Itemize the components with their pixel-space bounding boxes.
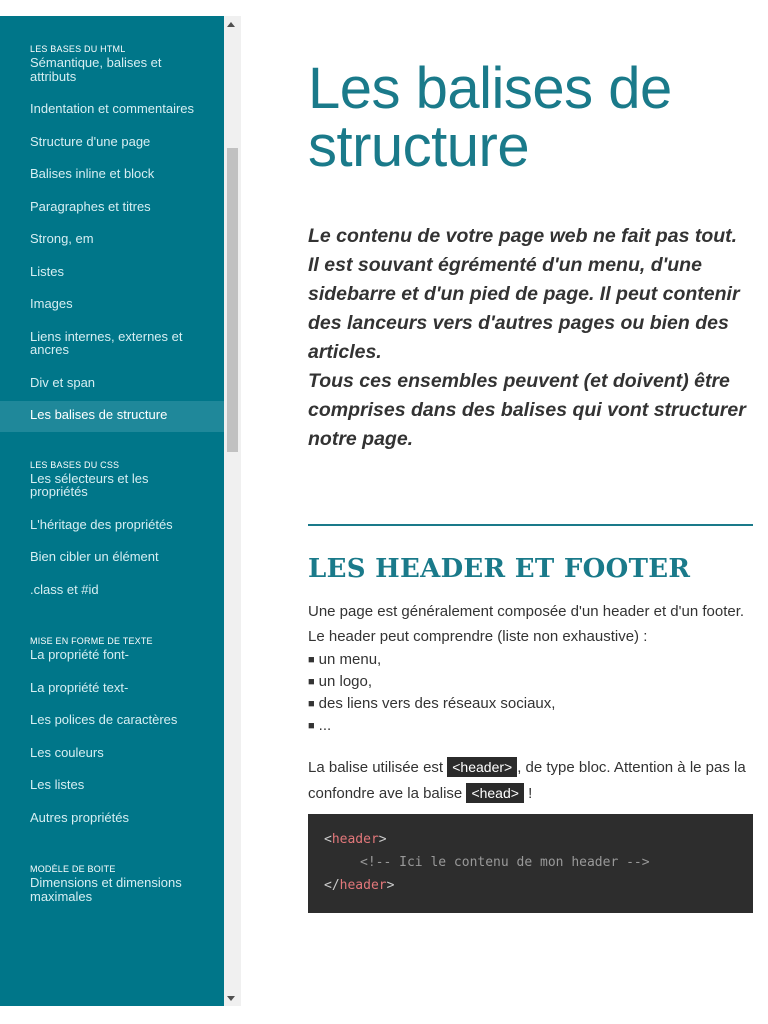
paragraph-text: , de type bloc. Attention à le pas la confondre ave la balise — [308, 759, 746, 802]
sidebar-item[interactable]: Liens internes, externes et ancres — [30, 328, 183, 357]
list-item: ■ un menu, — [308, 649, 753, 671]
sidebar-item[interactable]: Les balises de structure — [0, 401, 224, 432]
intro-paragraph-1: Le contenu de votre page web ne fait pas tout. Il est souvant égrémenté d'un menu, d'une sidebarre et d'un pied de page. Il peut contenir des lanceurs vers d'autres pages ou bien des articles. — [308, 225, 740, 363]
sidebar-item[interactable]: Balises inline et block — [30, 166, 155, 181]
code-line-close — [324, 874, 737, 897]
sidebar-item[interactable]: La propriété text- — [30, 679, 129, 695]
sidebar-item[interactable]: Div et span — [30, 374, 96, 390]
paragraph-text: ! — [523, 784, 533, 802]
sidebar-item[interactable]: Les couleurs — [30, 744, 104, 760]
list-item: ■ un logo, — [308, 671, 753, 693]
sidebar-item[interactable]: Les polices de caractères — [30, 712, 178, 727]
sidebar-section — [0, 44, 224, 432]
sidebar-item[interactable]: Sémantique, balises et attributs — [30, 55, 162, 84]
section-divider — [308, 524, 753, 526]
sidebar-section-title: LES BASES DU HTML — [30, 44, 126, 54]
sidebar-item[interactable]: Les listes — [30, 777, 85, 792]
inline-code-header: <header> — [447, 757, 517, 777]
sidebar-section — [0, 864, 224, 915]
sidebar-section — [0, 460, 224, 609]
paragraph-header-footer: Une page est généralement composée d'un header et d'un footer. — [308, 603, 745, 620]
sidebar-item[interactable]: Indentation et commentaires — [30, 101, 195, 116]
main-content — [308, 56, 753, 913]
sidebar-item[interactable]: Autres propriétés — [30, 809, 129, 825]
sidebar-item[interactable]: Structure d'une page — [30, 133, 151, 149]
paragraph-header-tag — [308, 755, 753, 806]
paragraph-text: La balise utilisée est — [308, 759, 448, 776]
code-comment: <!-- Ici le contenu de mon header --> — [360, 855, 650, 870]
sidebar-item[interactable]: Dimensions et dimensions maximales — [30, 875, 182, 904]
paragraph-header-content: Le header peut comprendre (liste non exhaustive) : — [308, 627, 648, 645]
scroll-down-arrow-icon[interactable] — [227, 996, 235, 1001]
code-block — [308, 814, 753, 913]
code-punctuation: < — [324, 832, 332, 847]
code-punctuation: </ — [324, 878, 340, 893]
sidebar-item[interactable]: Strong, em — [30, 231, 94, 246]
sidebar-item[interactable]: .class et #id — [30, 581, 99, 597]
sidebar-item[interactable]: Paragraphes et titres — [30, 198, 151, 214]
list-item: ■ des liens vers des réseaux sociaux, — [308, 693, 753, 715]
page-title: Les balises de structure — [308, 56, 672, 179]
scroll-up-arrow-icon[interactable] — [227, 22, 235, 27]
list-item: ■ ... — [308, 715, 753, 737]
intro-text — [308, 222, 753, 454]
sidebar-section-title: LES BASES DU CSS — [30, 459, 120, 470]
sidebar-scrollbar[interactable] — [224, 16, 241, 1006]
sidebar-item[interactable]: La propriété font- — [30, 647, 130, 662]
sidebar-item[interactable]: Images — [30, 296, 73, 311]
sidebar-item[interactable]: L'héritage des propriétés — [30, 516, 173, 532]
sidebar-item[interactable]: Listes — [30, 263, 64, 279]
sidebar-section-title: MISE EN FORME DE TEXTE — [30, 636, 153, 646]
code-tag: header — [331, 832, 379, 847]
code-line-open — [324, 828, 737, 851]
sidebar-nav — [0, 16, 224, 1006]
header-content-list — [308, 649, 753, 737]
intro-paragraph-2: Tous ces ensembles peuvent (et doivent) être comprises dans des balises qui vont structurer notre page. — [308, 370, 746, 450]
sidebar-item[interactable]: Les sélecteurs et les propriétés — [30, 470, 149, 499]
code-tag: header — [339, 878, 387, 893]
scrollbar-thumb[interactable] — [227, 148, 238, 452]
sidebar-item[interactable]: Bien cibler un élément — [30, 549, 159, 564]
code-punctuation: > — [386, 878, 395, 893]
section-heading: LES HEADER ET FOOTER — [308, 554, 691, 584]
code-punctuation: > — [378, 832, 387, 847]
sidebar-section-title: MODÈLE DE BOITE — [30, 864, 116, 874]
inline-code-head: <head> — [466, 783, 524, 803]
sidebar-section — [0, 636, 224, 836]
